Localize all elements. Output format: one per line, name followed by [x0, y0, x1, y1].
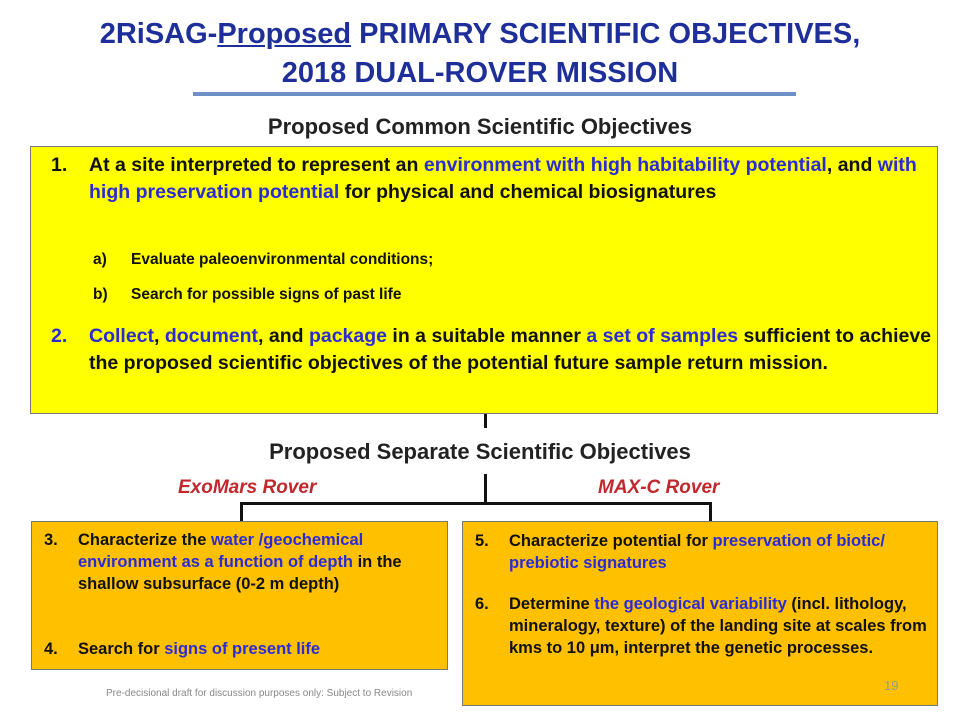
slide-title-line2: 2018 DUAL-ROVER MISSION [281, 57, 679, 89]
objective-1: 1. At a site interpreted to represent an environment with high habitability potential, and with high preservation potential for physical and chemical biosignatures [51, 154, 917, 203]
connector-common-to-separate [484, 414, 487, 428]
objective-2: 2. Collect, document, and package in a suitable manner a set of samples sufficient to achieve the proposed scientific objectives of the potential future sample return mission. [51, 325, 932, 374]
slide-title-line1: 2RiSAG-Proposed PRIMARY SCIENTIFIC OBJECTIVES, [99, 18, 861, 50]
connector-left-drop [240, 502, 243, 521]
common-objectives-heading: Proposed Common Scientific Objectives [267, 114, 693, 139]
connector-branch [240, 502, 712, 505]
objective-6: 6. Determine the geological variability (incl. lithology, mineralogy, texture) of the landing site at scales from kms to 10 μm, interpret the genetic processes. [475, 595, 927, 657]
connector-trunk [484, 474, 487, 504]
objective-1b: b) Search for possible signs of past life [93, 286, 402, 303]
maxc-objectives-box [462, 521, 938, 706]
connector-right-drop [709, 502, 712, 521]
title-underline-rule [193, 92, 796, 96]
exomars-objectives-box [31, 521, 448, 670]
title-proposed-underlined: Proposed [217, 18, 352, 50]
page-number: 19 [884, 678, 899, 693]
objective-4: 4. Search for signs of present life [44, 640, 321, 658]
footer-disclaimer: Pre-decisional draft for discussion purposes only: Subject to Revision [106, 688, 413, 699]
objective-1a: a) Evaluate paleoenvironmental conditions; [93, 251, 434, 268]
objective-5: 5. Characterize potential for preservation of biotic/ prebiotic signatures [475, 532, 885, 572]
maxc-rover-label: MAX-C Rover [598, 477, 720, 498]
exomars-rover-label: ExoMars Rover [178, 477, 317, 498]
common-objectives-box [30, 146, 938, 414]
objective-3: 3. Characterize the water /geochemical environment as a function of depth in the shallow subsurface (0-2 m depth) [44, 531, 402, 593]
separate-objectives-heading: Proposed Separate Scientific Objectives [269, 439, 691, 464]
